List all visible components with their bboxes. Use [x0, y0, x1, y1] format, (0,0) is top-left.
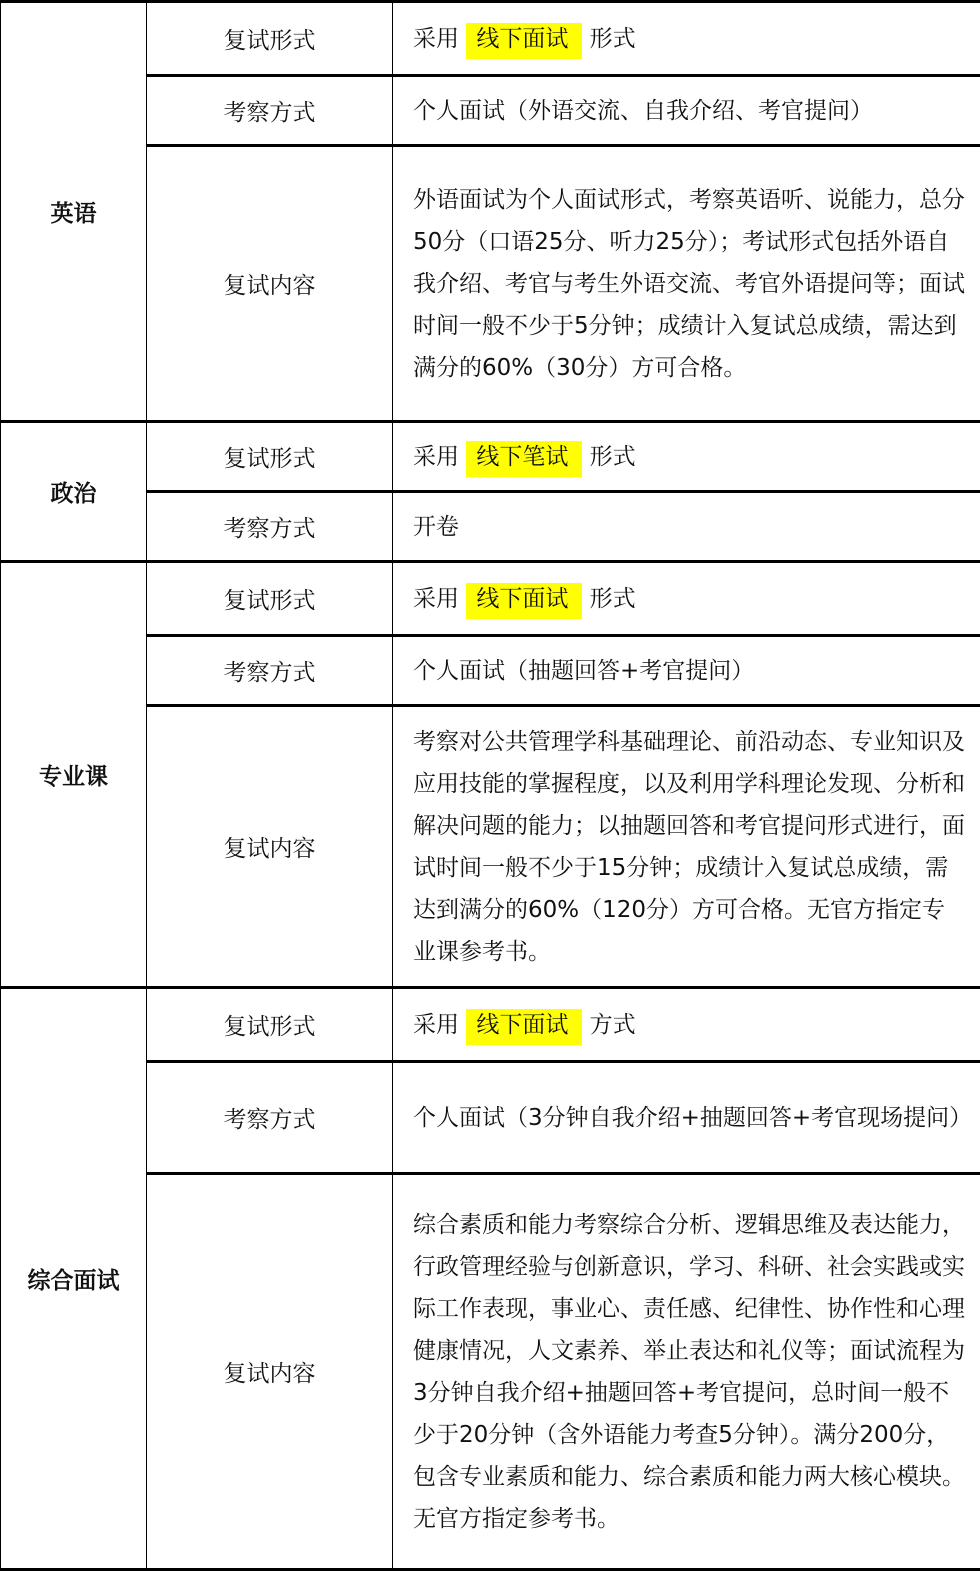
table-row [1, 636, 980, 706]
item-cell: 复试内容 [147, 1174, 393, 1570]
desc-cell: 个人面试（外语交流、自我介绍、考官提问） [393, 76, 980, 146]
table-row [1, 562, 980, 636]
item-cell: 考察方式 [147, 492, 393, 562]
subject-cell: 综合面试 [1, 988, 147, 1570]
desc-suffix: 形式 [590, 26, 636, 52]
item-cell: 复试形式 [147, 988, 393, 1062]
highlight-mark: 线下笔试 [466, 441, 582, 477]
table-row [1, 2, 980, 76]
highlight-mark: 线下面试 [466, 23, 582, 59]
desc-suffix: 形式 [590, 444, 636, 470]
item-cell: 复试内容 [147, 146, 393, 422]
desc-prefix: 采用 [413, 444, 459, 470]
highlight-mark: 线下面试 [466, 583, 582, 619]
table-row [1, 988, 980, 1062]
desc-cell: 综合素质和能力考察综合分析、逻辑思维及表达能力，行政管理经验与创新意识，学习、科研、社会实践或实际工作表现，事业心、责任感、纪律性、协作性和心理健康情况，人文素养、举止表达和礼仪等；面试流程为3分钟自我介绍+抽题回答+考官提问，总时间一般不少于20分钟（含外语能力考查5分钟）。满分200分，包含专业素质和能力、综合素质和能力两大核心模块。无官方指定参考书。 [393, 1174, 980, 1570]
subject-cell: 英语 [1, 2, 147, 422]
table-row [1, 492, 980, 562]
table-row [1, 146, 980, 422]
desc-suffix: 形式 [590, 586, 636, 612]
desc-cell [393, 422, 980, 492]
desc-cell: 个人面试（抽题回答+考官提问） [393, 636, 980, 706]
desc-cell: 开卷 [393, 492, 980, 562]
item-cell: 复试形式 [147, 2, 393, 76]
table-row [1, 706, 980, 988]
desc-cell: 个人面试（3分钟自我介绍+抽题回答+考官现场提问） [393, 1062, 980, 1174]
item-cell: 考察方式 [147, 76, 393, 146]
table-row [1, 1062, 980, 1174]
desc-prefix: 采用 [413, 586, 459, 612]
desc-suffix: 方式 [590, 1012, 636, 1038]
table-row [1, 422, 980, 492]
table-row [1, 76, 980, 146]
table-row [1, 1174, 980, 1570]
item-cell: 考察方式 [147, 636, 393, 706]
item-cell: 复试内容 [147, 706, 393, 988]
item-cell: 考察方式 [147, 1062, 393, 1174]
desc-prefix: 采用 [413, 26, 459, 52]
desc-cell [393, 562, 980, 636]
highlight-mark: 线下面试 [466, 1009, 582, 1045]
item-cell: 复试形式 [147, 422, 393, 492]
desc-cell [393, 2, 980, 76]
desc-cell [393, 988, 980, 1062]
subject-cell: 专业课 [1, 562, 147, 988]
desc-cell: 外语面试为个人面试形式，考察英语听、说能力，总分50分（口语25分、听力25分）；考试形式包括外语自我介绍、考官与考生外语交流、考官外语提问等；面试时间一般不少于5分钟；成绩计入复试总成绩，需达到满分的60%（30分）方可合格。 [393, 146, 980, 422]
desc-prefix: 采用 [413, 1012, 459, 1038]
item-cell: 复试形式 [147, 562, 393, 636]
desc-cell: 考察对公共管理学科基础理论、前沿动态、专业知识及应用技能的掌握程度，以及利用学科理论发现、分析和解决问题的能力；以抽题回答和考官提问形式进行，面试时间一般不少于15分钟；成绩计入复试总成绩，需达到满分的60%（120分）方可合格。无官方指定专业课参考书。 [393, 706, 980, 988]
subject-cell: 政治 [1, 422, 147, 562]
